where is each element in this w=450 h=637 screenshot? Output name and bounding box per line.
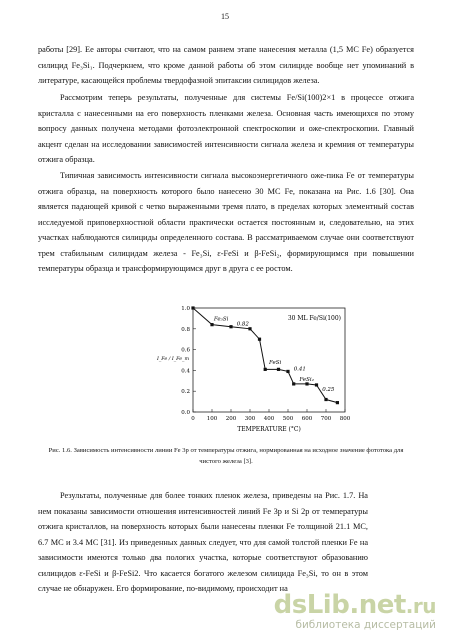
y-tick-label: 0.6	[181, 347, 190, 354]
x-tick-label: 500	[282, 416, 294, 422]
paragraph-2: Рассмотрим теперь результаты, полученные для системы Fe/Si(100)2×1 в процессе отжига кристалла с нанесенными на его поверхность пленками железа. Основная часть имеющихся по этому вопросу данных получена методами фотоэлектронной спектроскопии и оже-спектроскопии. Главный акцент сделан на исследовании зависимостей интенсивности сигнала железа и кремния от температуры отжига образца.	[38, 93, 414, 164]
chart-annotation: 0.82	[236, 321, 249, 328]
chart-annotation: FeSi₂	[299, 376, 314, 383]
chart-svg	[155, 300, 355, 440]
x-tick-label: 400	[263, 416, 275, 422]
watermark-logo-main: dsLib.net	[273, 590, 406, 620]
data-point	[229, 325, 232, 328]
data-point	[286, 370, 289, 373]
data-point	[315, 383, 318, 386]
paragraph-1: работы [29]. Ее авторы считают, что на самом раннем этапе нанесения металла (1,5 МС Fe) образуется силицид Fe₃Si₁. Подчеркнем, что кроме данной работы об этом силициде вообще нет упоминаний в литературе, касающейся проблемы твердофазной эпитаксии силицидов железа.	[38, 45, 414, 85]
chart-title: 30 ML Fe/Si(100)	[287, 315, 341, 322]
watermark-logo	[274, 592, 436, 619]
figure-chart	[155, 300, 355, 440]
page-number: 15	[221, 12, 229, 21]
chart-annotation: FeSi	[269, 360, 282, 367]
data-point	[258, 338, 261, 341]
chart-annotation: 0.41	[293, 366, 306, 373]
data-point	[277, 368, 280, 371]
y-tick-label: 0.2	[181, 389, 190, 396]
figure-caption: Рис. 1.6. Зависимость интенсивности линии Fe 3p от температуры отжига, нормированная на исходное значение фототока для чистого железа [3].	[48, 447, 404, 465]
watermark-logo-suffix: .ru	[405, 594, 436, 618]
watermark-subtitle: библиотека диссертаций	[295, 619, 436, 631]
x-tick-label: 200	[225, 416, 237, 422]
y-tick-label: 0.0	[181, 410, 190, 416]
y-tick-label: 0.4	[181, 368, 190, 375]
watermark	[274, 592, 436, 631]
paragraph-3: Типичная зависимость интенсивности сигнала высокоэнергетичного оже-пика Fe от температуры отжига образца, на поверхность которого было нанесено 30 МС Fe, показана на Рис. 1.6 [30]. Она является падающей кривой с четко выраженными тремя плато, в пределах которых элементный состав исследуемой приповерхностной области практически остается постоянным и, следовательно, на этих участках наблюдаются силициды определенного состава. В рассматриваемом случае они соответствуют трем стабильным силицидам железа - Fe₃Si, ε-FeSi и β-FeSi₂, формирующимся при повышении температуры образца и трансформирующимся друг в друга с ее ростом.	[38, 171, 414, 273]
x-tick-label: 300	[244, 416, 256, 422]
paragraph-4: Результаты, полученные для более тонких пленок железа, приведены на Рис. 1.7. На нем показаны зависимости отношения интенсивностей линий Fe 3p и Si 2p от температуры отжига кристаллов, на поверхность которых были нанесены пленки Fe толщиной 21.1 МС, 6.7 МС и 3.4 МС [31]. Из приведенных данных следует, что для самой толстой пленки Fe на зависимости имеются только два пологих участка, которые соответствуют образованию силицидов ε-FeSi и β-FeSi2. Что касается богатого железом силицида Fe₃Si, то он в этом случае не обнаружен. Его формирование, по-видимому, происходит на	[38, 491, 368, 593]
data-point	[292, 382, 295, 385]
data-point	[324, 398, 327, 401]
y-axis-label: I_Fe / I_Fe_m	[156, 357, 190, 362]
chart-annotation: 0.25	[322, 387, 335, 394]
y-tick-label: 1.0	[181, 306, 190, 312]
x-tick-label: 800	[339, 416, 351, 422]
x-tick-label: 600	[301, 416, 313, 422]
data-point	[264, 368, 267, 371]
data-point	[210, 323, 213, 326]
x-tick-label: 100	[206, 416, 218, 422]
x-tick-label: 0	[191, 416, 195, 422]
chart-annotation: Fe₃Si	[213, 316, 229, 323]
data-point	[191, 306, 194, 309]
x-axis-label: TEMPERATURE (°C)	[237, 426, 301, 433]
x-tick-label: 700	[320, 416, 332, 422]
data-point	[336, 401, 339, 404]
y-tick-label: 0.8	[181, 326, 190, 333]
